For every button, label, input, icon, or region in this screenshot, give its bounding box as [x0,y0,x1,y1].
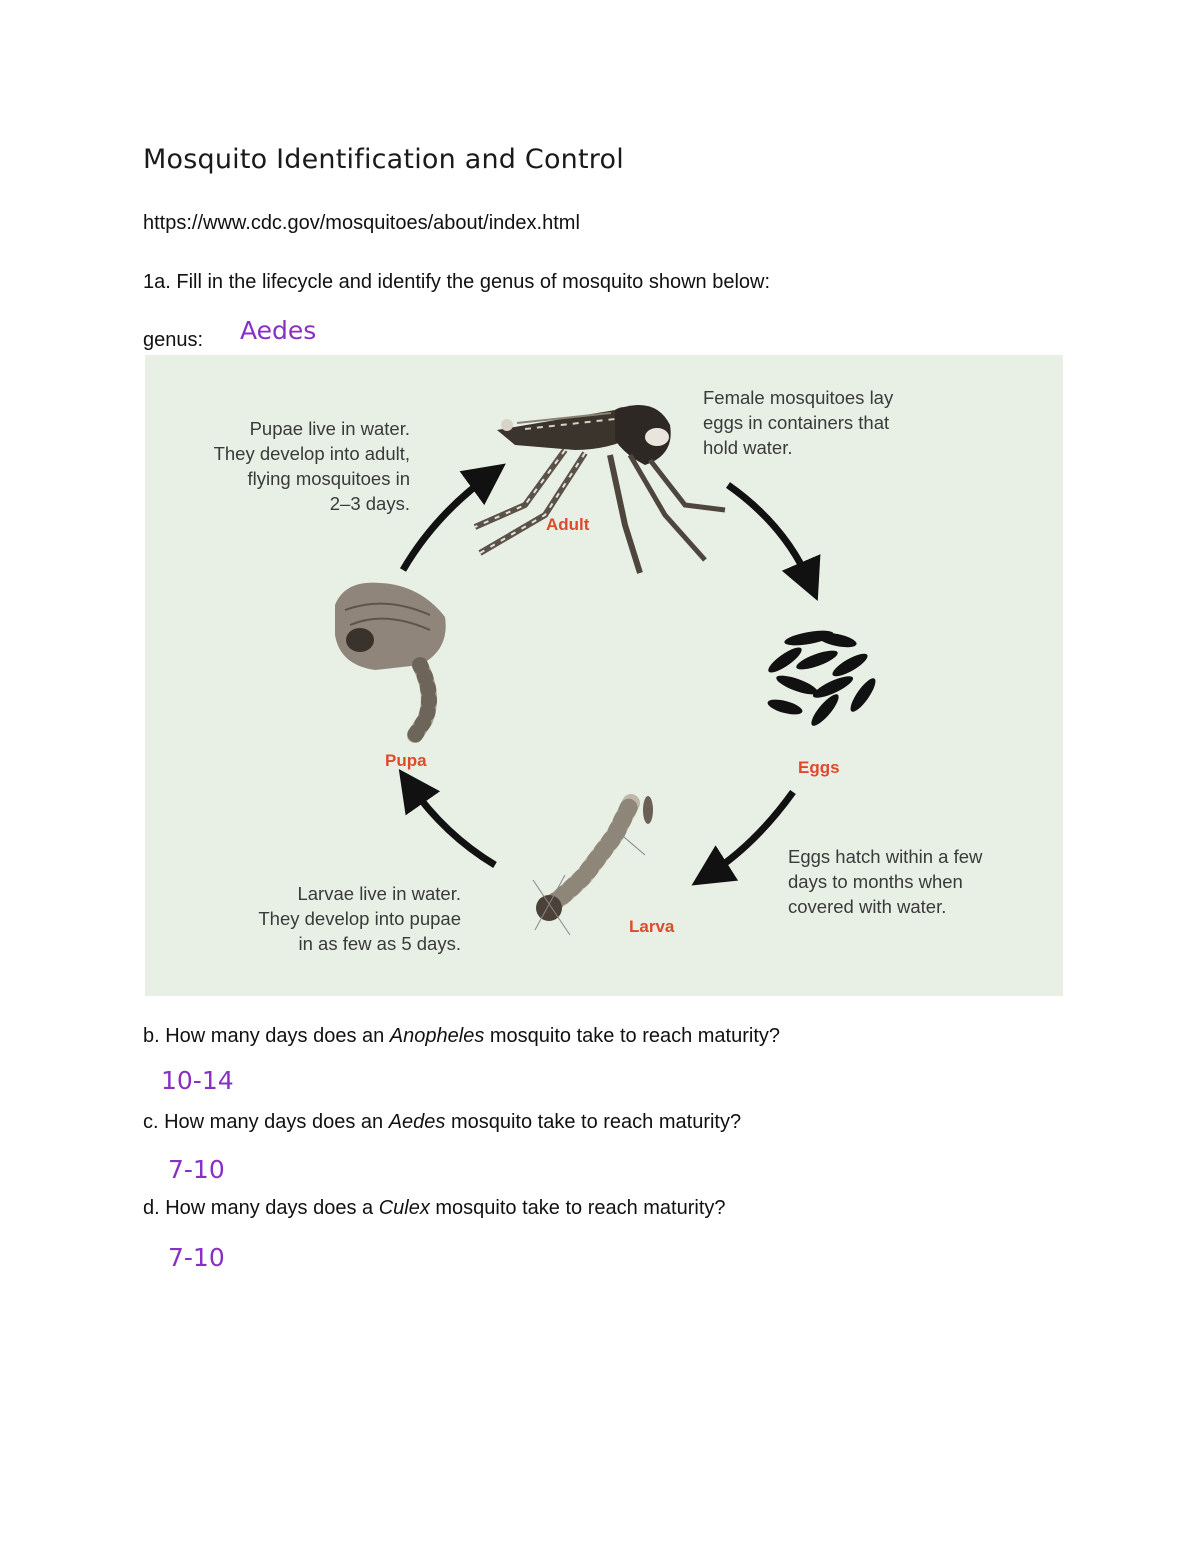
caption-eggs-line-3: covered with water. [788,896,947,917]
answer-c: 7-10 [168,1155,225,1184]
question-b-suffix: mosquito take to reach maturity? [484,1025,781,1047]
question-b-genus: Anopheles [389,1025,485,1047]
genus-label: genus: [143,329,204,351]
lifecycle-diagram [145,355,1063,996]
caption-eggs-line-1: Eggs hatch within a few [788,846,983,867]
arrow-pupa-to-adult [403,475,490,570]
question-d [143,1197,726,1220]
caption-adult-line-2: eggs in containers that [703,412,890,433]
caption-pupa-line-2: They develop into adult, [213,443,410,464]
caption-pupa-line-4: 2–3 days. [329,493,410,514]
question-c-genus: Aedes [388,1111,446,1133]
caption-pupa-line-1: Pupae live in water. [249,418,410,439]
caption-eggs-line-2: days to months when [788,871,963,892]
arrow-larva-to-pupa [410,785,495,865]
caption-pupa-line-3: flying mosquitoes in [247,468,410,489]
stage-label-adult: Adult [546,515,590,534]
larva-illustration [533,796,653,935]
stage-label-pupa: Pupa [385,751,427,770]
caption-larva-line-2: They develop into pupae [258,908,461,929]
eggs-illustration [765,628,879,729]
arrow-eggs-to-larva [708,792,793,875]
question-c-prefix: c. How many days does an [143,1111,389,1133]
question-d-suffix: mosquito take to reach maturity? [429,1197,726,1219]
question-c [143,1111,741,1134]
caption-adult-line-3: hold water. [703,437,793,458]
question-d-genus: Culex [378,1197,430,1219]
arrow-adult-to-eggs [728,485,810,583]
question-b-prefix: b. How many days does an [143,1025,390,1047]
genus-answer: Aedes [240,316,317,345]
caption-larva-line-3: in as few as 5 days. [298,933,461,954]
answer-d: 7-10 [168,1243,225,1272]
question-c-suffix: mosquito take to reach maturity? [445,1111,742,1133]
caption-larva-line-1: Larvae live in water. [297,883,461,904]
question-d-prefix: d. How many days does a [143,1197,379,1219]
lifecycle-figure [145,355,1063,996]
question-b [143,1025,780,1048]
answer-b: 10-14 [161,1066,234,1095]
stage-label-larva: Larva [629,917,675,936]
question-1a: 1a. Fill in the lifecycle and identify the genus of mosquito shown below: [143,271,771,293]
caption-adult-line-1: Female mosquitoes lay [703,387,894,408]
stage-label-eggs: Eggs [798,758,840,777]
adult-mosquito-illustration [475,405,725,573]
pupa-illustration [335,583,446,735]
source-url: https://www.cdc.gov/mosquitoes/about/index.html [143,212,580,234]
page-title: Mosquito Identification and Control [143,144,624,175]
